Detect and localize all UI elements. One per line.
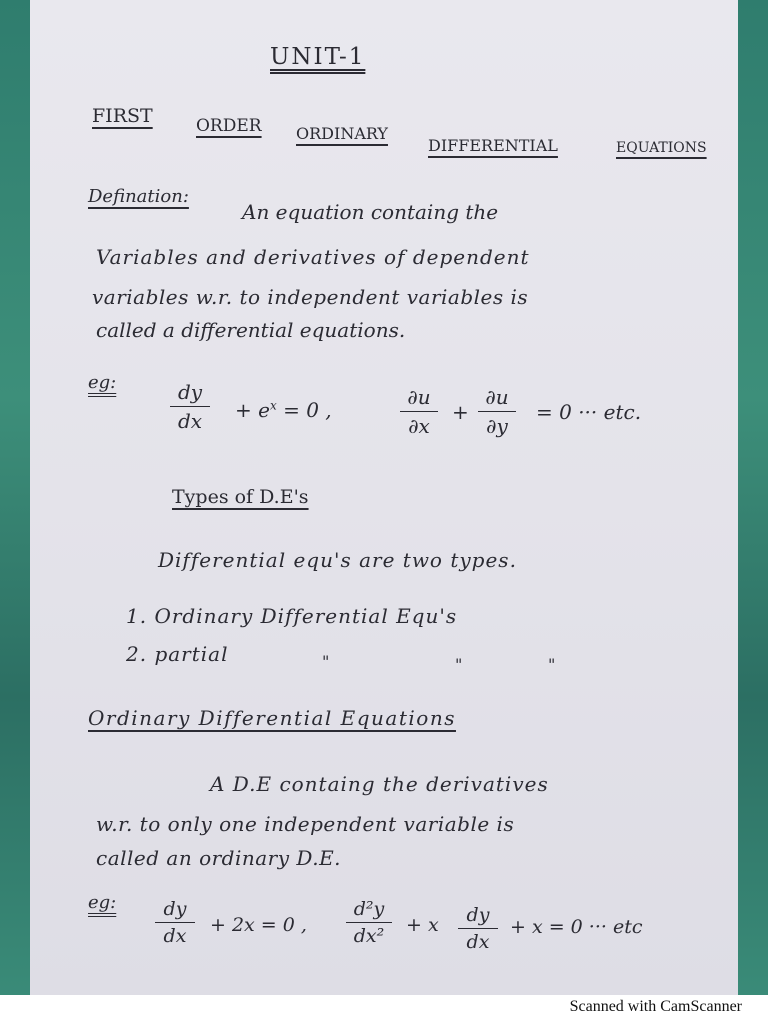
scanner-watermark: Scanned with CamScanner bbox=[569, 998, 742, 1015]
unit-title: UNIT-1 bbox=[270, 44, 366, 70]
expression-part: + e bbox=[235, 398, 270, 422]
fraction-dy-dx bbox=[170, 380, 210, 433]
numerator: ∂u bbox=[485, 385, 509, 409]
denominator: ∂y bbox=[486, 414, 508, 438]
heading-word: ORDINARY bbox=[296, 124, 388, 143]
denominator: dx bbox=[177, 409, 203, 433]
denominator: ∂x bbox=[408, 414, 430, 438]
denominator: dx bbox=[466, 931, 490, 953]
fraction-bar bbox=[346, 922, 392, 923]
expression-part: = 0 ··· etc. bbox=[536, 400, 642, 424]
ode-text: A D.E containg the derivatives bbox=[210, 772, 549, 796]
numerator: dy bbox=[163, 898, 187, 920]
ode-text: called an ordinary D.E. bbox=[96, 846, 342, 870]
fraction-du-dy bbox=[478, 385, 516, 438]
heading-word: EQUATIONS bbox=[616, 140, 707, 156]
heading-word: FIRST bbox=[92, 105, 153, 127]
fraction-bar bbox=[458, 928, 498, 929]
definition-label: Defination: bbox=[88, 186, 189, 207]
types-intro: Differential equ's are two types. bbox=[158, 548, 517, 572]
example-label: eg: bbox=[88, 372, 117, 393]
denominator: dx² bbox=[353, 925, 385, 947]
ditto-mark: " bbox=[548, 655, 556, 674]
ditto-mark: " bbox=[322, 652, 330, 671]
ode-heading: Ordinary Differential Equations bbox=[88, 706, 456, 730]
ditto-mark: " bbox=[455, 655, 463, 674]
fraction-bar bbox=[478, 411, 516, 412]
expression-part: + 2x = 0 , bbox=[210, 914, 307, 936]
background-left bbox=[0, 0, 30, 995]
background-right bbox=[738, 0, 768, 995]
fraction-dy-dx bbox=[155, 898, 195, 947]
definition-text: An equation containg the bbox=[242, 200, 499, 224]
expression-part: = 0 , bbox=[283, 398, 332, 422]
definition-text: Variables and derivatives of dependent bbox=[96, 245, 530, 269]
fraction-dy-dx bbox=[458, 904, 498, 953]
expression-part: + bbox=[452, 400, 469, 424]
expression bbox=[235, 398, 332, 422]
heading-word: DIFFERENTIAL bbox=[428, 136, 558, 155]
numerator: d²y bbox=[353, 898, 385, 920]
expression-part: + x = 0 ··· etc bbox=[510, 916, 643, 938]
definition-text: variables w.r. to independent variables is bbox=[92, 285, 529, 309]
definition-text: called a differential equations. bbox=[96, 318, 406, 342]
ode-text: w.r. to only one independent variable is bbox=[96, 812, 515, 836]
fraction-bar bbox=[155, 922, 195, 923]
heading-word: ORDER bbox=[196, 116, 262, 136]
fraction-bar bbox=[170, 406, 210, 407]
example-label: eg: bbox=[88, 892, 117, 913]
numerator: dy bbox=[177, 380, 203, 404]
list-item: 1. Ordinary Differential Equ's bbox=[126, 604, 458, 628]
fraction-bar bbox=[400, 411, 438, 412]
notebook-page bbox=[30, 0, 738, 995]
fraction-du-dx bbox=[400, 385, 438, 438]
numerator: dy bbox=[466, 904, 490, 926]
types-heading: Types of D.E's bbox=[172, 486, 309, 508]
denominator: dx bbox=[163, 925, 187, 947]
fraction-d2y-dx2 bbox=[346, 898, 392, 947]
list-item: 2. partial bbox=[126, 642, 229, 666]
exponent: x bbox=[269, 398, 277, 413]
expression-part: + x bbox=[406, 914, 439, 936]
numerator: ∂u bbox=[407, 385, 431, 409]
